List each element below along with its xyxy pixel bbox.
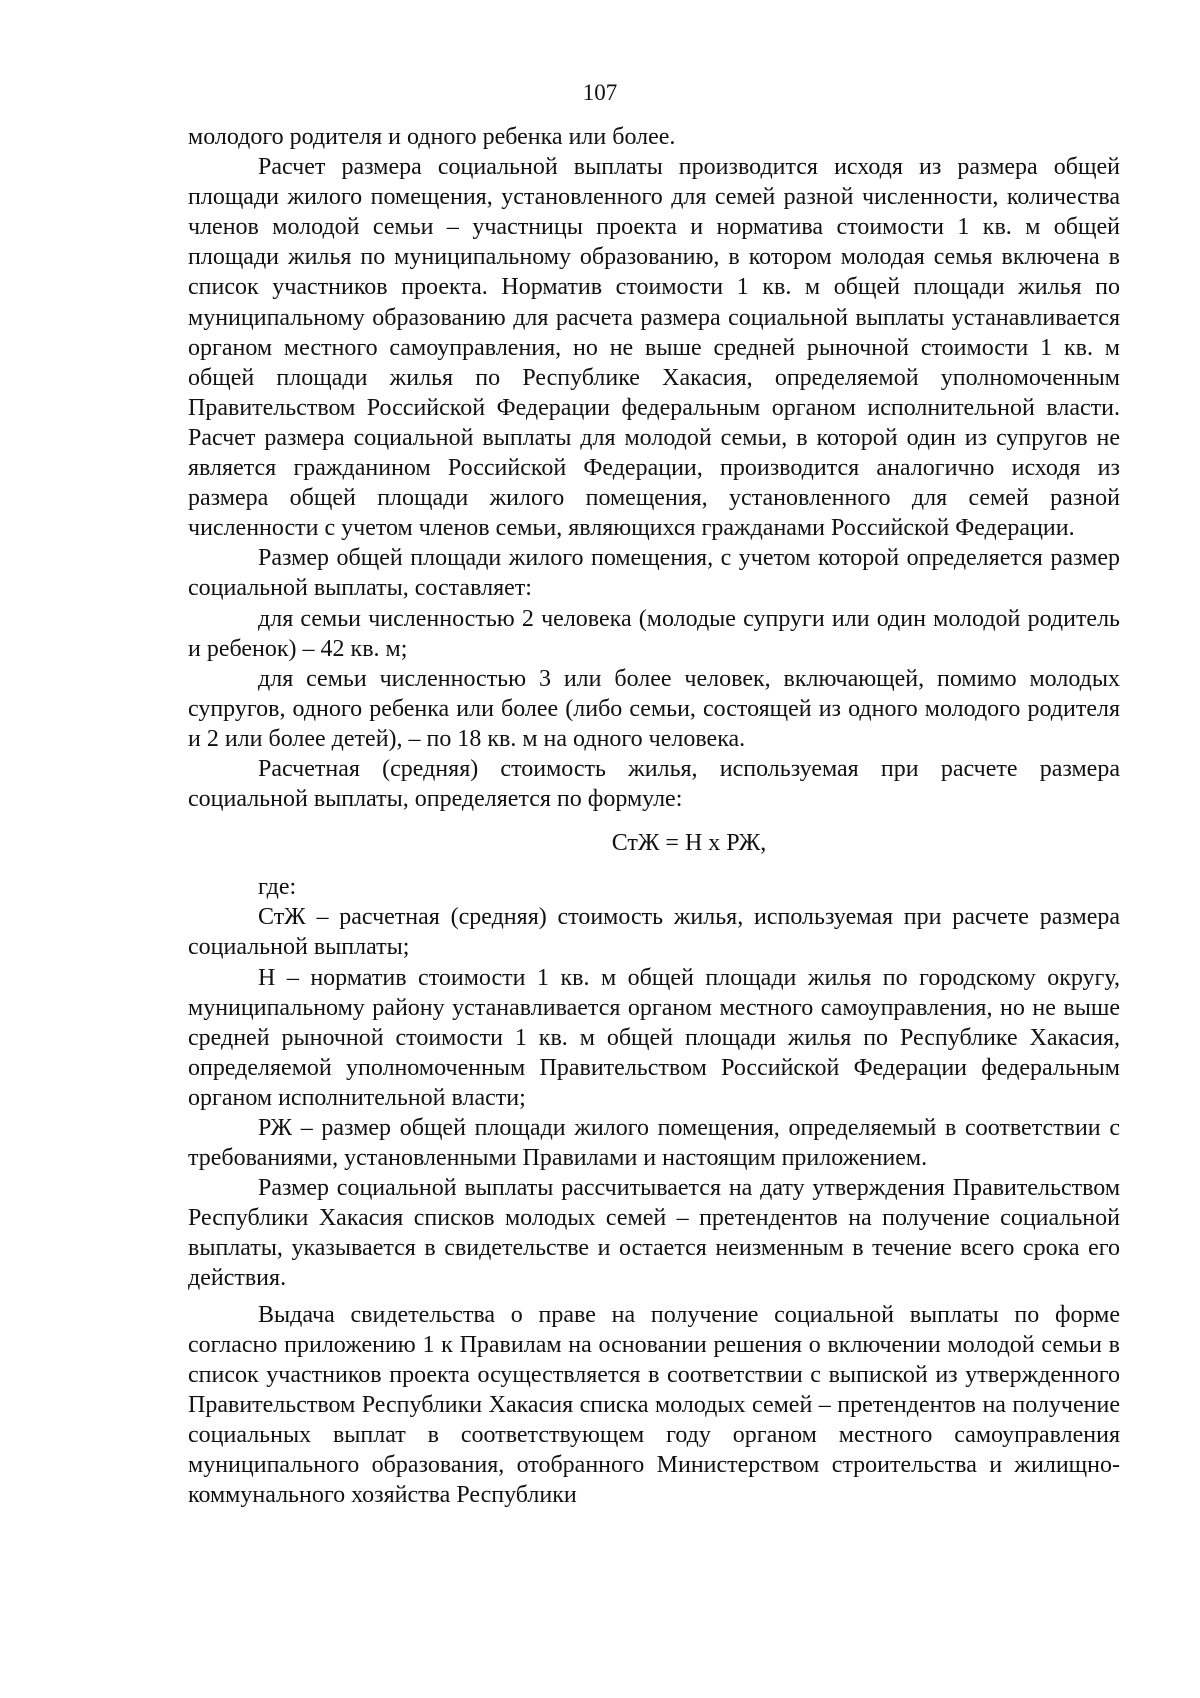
- definition-n: Н – норматив стоимости 1 кв. м общей площади жилья по городскому округу, муниципальному району устанавливается органом местного самоуправления, но не выше средней рыночной стоимости 1 кв. м общей площади жилья по Республике Хакасия, определяемой уполномоченным Правительством Российской Федерации федеральным органом исполнительной власти;: [188, 964, 1120, 1111]
- definition-rzh: РЖ – размер общей площади жилого помещения, определяемый в соответствии с требованиями, установленными Правилами и настоящим приложением.: [188, 1115, 1120, 1172]
- formula: СтЖ = Н х РЖ,: [611, 830, 767, 857]
- definition-stzh: СтЖ – расчетная (средняя) стоимость жилья, используемая при расчете размера социальной выплаты;: [188, 904, 1120, 961]
- paragraph-payment-date: Размер социальной выплаты рассчитывается на дату утверждения Правительством Республики Хакасия списков молодых семей – претендентов на получение социальной выплаты, указывается в свидетельстве и остается неизменным в течение всего срока его действия.: [188, 1175, 1120, 1292]
- paragraph-certificate-issuance: Выдача свидетельства о праве на получение социальной выплаты по форме согласно приложению 1 к Правилам на основании решения о включении молодой семьи в список участников проекта осуществляется в соответствии с выпиской из утвержденного Правительством Республики Хакасия списка молодых семей – претендентов на получение социальных выплат в соответствующем году органом местного самоуправления муниципального образования, отобранного Министерством строительства и жилищно-коммунального хозяйства Республики: [188, 1301, 1120, 1509]
- paragraph-continuation: молодого родителя и одного ребенка или более.: [188, 124, 676, 150]
- paragraph-formula-intro: Расчетная (средняя) стоимость жилья, используемая при расчете размера социальной выплаты, определяется по формуле:: [188, 755, 1120, 813]
- paragraph-calculation-basis: Расчет размера социальной выплаты производится исходя из размера общей площади жилого помещения, установленного для семей разной численности, количества членов молодой семьи – участницы проекта и норматива стоимости 1 кв. м общей площади жилья по муниципальному образованию, в котором молодая семья включена в список участников проекта. Норматив стоимости 1 кв. м общей площади жилья по муниципальному образованию для расчета размера социальной выплаты устанавливается органом местного самоуправления, но не выше средней рыночной стоимости 1 кв. м общей площади жилья по Республике Хакасия, определяемой уполномоченным Правительством Российской Федерации федеральным органом исполнительной власти. Расчет размера социальной выплаты для молодой семьи, в которой один из супругов не является гражданином Российской Федерации, производится аналогично исходя из размера общей площади жилого помещения, установленного для семей разной численности с учетом членов семьи, являющихся гражданами Российской Федерации.: [188, 154, 1120, 542]
- paragraph-area-intro: Размер общей площади жилого помещения, с учетом которой определяется размер социальной выплаты, составляет:: [188, 545, 1120, 602]
- paragraph-family-of-three: для семьи численностью 3 или более человек, включающей, помимо молодых супругов, одного ребенка или более (либо семьи, состоящей из одного молодого родителя и 2 или более детей), – по 18 кв. м на одного человека.: [188, 665, 1120, 752]
- document-body: [188, 122, 1120, 1510]
- paragraph-family-of-two: для семьи численностью 2 человека (молодые супруги или один молодой родитель и ребенок) – 42 кв. м;: [188, 605, 1120, 662]
- page-number: 107: [582, 80, 618, 105]
- paragraph-where: где:: [258, 874, 297, 901]
